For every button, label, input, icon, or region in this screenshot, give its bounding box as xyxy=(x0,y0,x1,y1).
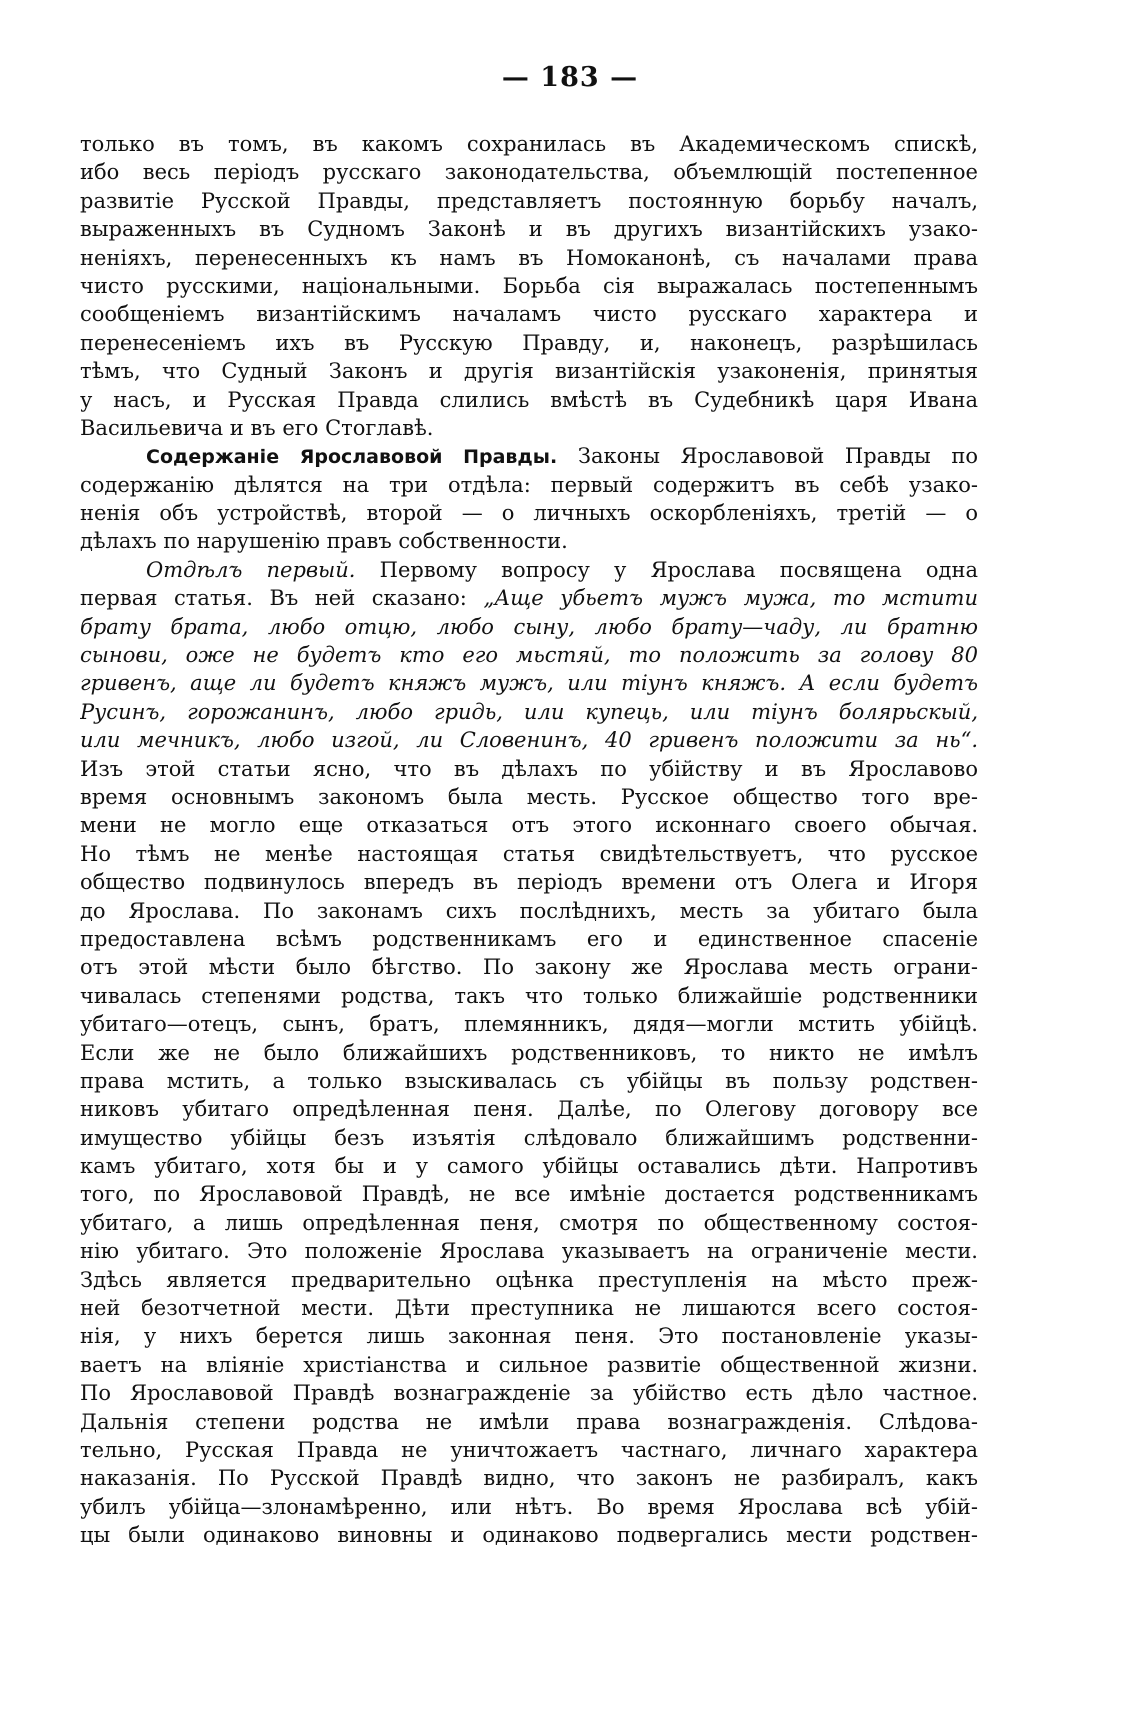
text-line: до Ярослава. По законамъ сихъ послѣднихъ, месть за убитаго была xyxy=(80,898,978,923)
text-line: цы были одинаково виновны и одинаково подвергались мести родствен- xyxy=(80,1523,978,1548)
text-line: нію убитаго. Это положеніе Ярослава указываетъ на ограниченіе мести. xyxy=(80,1239,978,1264)
section-heading: Содержаніе Ярославовой Правды. xyxy=(146,446,558,469)
text-line: развитіе Русской Правды, представляетъ постоянную борьбу началъ, xyxy=(80,188,978,213)
text-line: Но тѣмъ не менѣе настоящая статья свидѣтельствуетъ, что русское xyxy=(80,841,978,866)
text-line: Если же не было ближайшихъ родственниковъ, то никто не имѣлъ xyxy=(80,1040,978,1065)
text-line xyxy=(80,442,978,470)
text-line: только въ томъ, въ какомъ сохранилась въ Академическомъ спискѣ, xyxy=(80,132,978,156)
quote-line: сынови, оже не будетъ кто его мьстяй, то положить за голову 80 xyxy=(80,643,978,668)
text-line: чивалась степенями родства, такъ что только ближайшіе родственники xyxy=(80,983,978,1008)
quote-line: Русинъ, горожанинъ, любо гридь, или купець, или тіунъ болярьскый, xyxy=(80,699,978,724)
text-line: общество подвинулось впередъ въ періодъ времени отъ Олега и Игоря xyxy=(80,870,978,895)
text-line: Дальнія степени родства не имѣли права вознагражденія. Слѣдова- xyxy=(80,1409,978,1434)
text-line: наказанія. По Русской Правдѣ видно, что законъ не разбиралъ, какъ xyxy=(80,1466,978,1491)
text-line: убитаго, а лишь опредѣленная пеня, смотря по общественному состоя- xyxy=(80,1210,978,1235)
text-run: первая статья. Въ ней сказано: xyxy=(80,586,484,611)
text-line: ваетъ на вліяніе христіанства и сильное развитіе общественной жизни. xyxy=(80,1352,978,1377)
text-line: того, по Ярославовой Правдѣ, не все имѣніе достается родственникамъ xyxy=(80,1182,978,1207)
text-line: перенесеніемъ ихъ въ Русскую Правду, и, наконецъ, разрѣшилась xyxy=(80,330,978,355)
text-line: чисто русскими, національными. Борьба сія выражалась постепеннымъ xyxy=(80,273,978,298)
text-line xyxy=(80,584,978,612)
text-line: По Ярославовой Правдѣ вознагражденіе за убійство есть дѣло частное. xyxy=(80,1381,978,1406)
text-line: имущество убійцы безъ изъятія слѣдовало ближайшимъ родственни- xyxy=(80,1125,978,1150)
text-run: Законы Ярославовой Правды по xyxy=(557,444,978,469)
text-line: нія, у нихъ берется лишь законная пеня. Это постановленіе указы- xyxy=(80,1324,978,1349)
text-line: содержанію дѣлятся на три отдѣла: первый содержитъ въ себѣ узако- xyxy=(80,472,978,497)
text-line: дѣлахъ по нарушенію правъ собственности. xyxy=(80,529,568,554)
text-line: время основнымъ закономъ была месть. Русское общество того вре- xyxy=(80,784,978,809)
quote-line: брату брата, любо отцю, любо сыну, любо брату—чаду, ли братню xyxy=(80,614,978,639)
text-line: никовъ убитаго опредѣленная пеня. Далѣе, по Олегову договору все xyxy=(80,1097,978,1122)
quote-run: „Аще убьетъ мужъ мужа, то мстити xyxy=(483,586,978,611)
text-line: ибо весь періодъ русскаго законодательства, объемлющій постепенное xyxy=(80,160,978,185)
quote-line: гривенъ, аще ли будетъ княжъ мужъ, или тіунъ княжъ. А если будетъ xyxy=(80,671,978,696)
text-line: убилъ убійца—злонамѣренно, или нѣтъ. Во время Ярослава всѣ убій- xyxy=(80,1494,978,1519)
text-line: мени не могло еще отказаться отъ этого исконнаго своего обычая. xyxy=(80,813,978,838)
text-line: Изъ этой статьи ясно, что въ дѣлахъ по убійству и въ Ярославово xyxy=(80,756,978,781)
text-run: Первому вопросу у Ярослава посвящена одна xyxy=(355,557,978,582)
text-line: ненія объ устройствѣ, второй — о личныхъ оскорбленіяхъ, третій — о xyxy=(80,501,978,526)
text-line: камъ убитаго, хотя бы и у самого убійцы оставались дѣти. Напротивъ xyxy=(80,1154,978,1179)
text-line: ней безотчетной мести. Дѣти преступника не лишаются всего состоя- xyxy=(80,1296,978,1321)
text-line: у насъ, и Русская Правда слились вмѣстѣ въ Судебникѣ царя Ивана xyxy=(80,387,978,412)
subsection-heading: Отдѣлъ первый. xyxy=(146,557,356,582)
page-number: — 183 — xyxy=(501,62,639,93)
text-line: тельно, Русская Правда не уничтожаетъ частнаго, личнаго характера xyxy=(80,1437,978,1462)
text-line: выраженныхъ въ Судномъ Законѣ и въ другихъ византійскихъ узако- xyxy=(80,217,978,242)
text-line: убитаго—отецъ, сынъ, братъ, племянникъ, дядя—могли мстить убійцѣ. xyxy=(80,1012,978,1037)
text-line: предоставлена всѣмъ родственникамъ его и единственное спасеніе xyxy=(80,926,978,951)
text-line: Васильевича и въ его Стоглавѣ. xyxy=(80,415,434,440)
text-line: права мстить, а только взыскивалась съ убійцы въ пользу родствен- xyxy=(80,1068,978,1093)
text-line xyxy=(80,556,978,584)
text-line: неніяхъ, перенесенныхъ къ намъ въ Номоканонѣ, съ началами права xyxy=(80,245,978,270)
text-line: тѣмъ, что Судный Законъ и другія византійскія узаконенія, принятыя xyxy=(80,359,978,384)
text-line: Здѣсь является предварительно оцѣнка преступленія на мѣсто преж- xyxy=(80,1267,978,1292)
text-line: отъ этой мѣсти было бѣгство. По закону же Ярослава месть ограни- xyxy=(80,955,978,980)
quote-line: или мечникъ, любо изгой, ли Словенинъ, 40 гривенъ положити за нь“. xyxy=(80,728,978,753)
body-text xyxy=(80,130,978,1550)
text-line: сообщеніемъ византійскимъ началамъ чисто русскаго характера и xyxy=(80,302,978,327)
